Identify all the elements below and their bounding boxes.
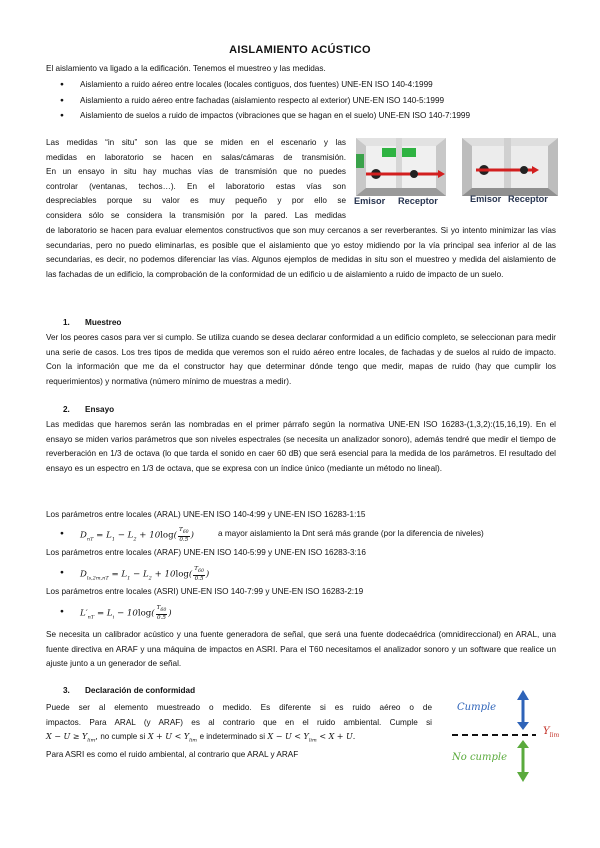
bullet: ●	[60, 608, 64, 615]
section-title: Declaración de conformidad	[85, 686, 196, 695]
paragraph-line: Puede ser al elemento muestreado o medido. Es diferente si es ruido aéreo o de	[46, 703, 432, 712]
d-ls-2m-formula: $D_{ls,2m,nT} = L_1 - L_2 + 10\log$( $\frac{T_{60}}{0.5}$ )	[80, 566, 210, 583]
ensayo-paragraph: Las medidas que haremos serán las nombradas en el primer párrafo según la normativa UNE-EN ISO 16283-(1,3,2):(15,16,19). En el ensayo se miden varios parámetros que son niveles espectrales (se necesita un analizador sonoro), además tendré que medir el tiempo de reverberación en 1/3 de octava (lo que tarda el sonido en caer 60 dB) que será esencial para la medida de los parámetros. El resultado del ensayo es un espectro en 1/3 de octava, que se expresa con un índice único (mediante un método no lineal).	[46, 420, 556, 473]
muestreo-paragraph: Ver los peores casos para ver si cumplo. Se utiliza cuando se desea declarar conformidad a un edificio completo, se seleccionan para medir una serie de casos. Los tres tipos de medida que veremos son el ruido aéreo entre locales, de fachadas y de suelos al ruido de impacto. Con la información que me da el constructor hay que determinar dónde tengo que medir, mapas de ruido (hay que cumplir los requerimientos) y normativa (número mínimo de muestras a medir).	[46, 333, 556, 386]
section-title: Ensayo	[85, 405, 115, 414]
asri-parameters-label: Los parámetros entre locales (ASRI) UNE-EN ISO 140-7:99 y UNE-EN ISO 16283-2:19	[46, 587, 364, 596]
cumple-label: Cumple	[457, 702, 497, 713]
paragraph-line: considera sólo se considera la transmisión por la pared. Las medidas	[46, 210, 346, 220]
section-number: 1.	[63, 318, 70, 327]
equipment-paragraph: Se necesita un calibrador acústico y una fuente generadora de señal, que será una fuente dodecaédrica (omnidireccional) en ARAL, una fuente directiva en ARAF y una máquina de impactos en ASRI. Para el T60 necesitamos el analizador sonoro y un software que realice un ajuste junto a un generador de señal.	[46, 630, 556, 669]
no-cumple-label: No cumple	[452, 752, 507, 763]
list-item: ● Aislamiento a ruido aéreo entre locales (locales contiguos, dos fuentes) UNE-EN ISO 140-4:1999	[46, 77, 556, 93]
bullet: ●	[60, 530, 64, 537]
section-heading-muestreo	[63, 318, 121, 327]
paragraph-line: impactos. Para ARAL (y ARAF) es al contrario que en el ruido ambiental. Cumple si	[46, 717, 432, 727]
receptor-label: Receptor	[508, 194, 548, 204]
declaracion-paragraph	[46, 701, 432, 763]
paragraph-line: Las medidas “in situ” son las que se miden en el escenario y las	[46, 138, 346, 147]
in-situ-room-illustration	[356, 138, 446, 196]
section-title: Muestreo	[85, 318, 122, 327]
emisor-label: Emisor	[354, 196, 386, 206]
section-number: 2.	[63, 405, 70, 414]
y-lim-subscript: lim	[549, 732, 560, 739]
conformity-condition: $X - U \ge Y_{lim}$, no cumple si $X + U < Y_{lim}$ e indeterminado si $X - U < Y_{lim} < X + U$.	[46, 732, 356, 744]
in-situ-paragraph-continued: de laboratorio se hacen para evaluar elementos constructivos que son muy cercanos a ser reverberantes. Si yo intento minimizar las vías secundarias, pero no puedo eliminarlas, es posible que el aislamiento que yo estoy midiendo por la vía principal sea inferior al de las secundarias, es decir, no podemos diferenciar las vías. Algunos ejemplos de medidas in situ son el muestreo y medida del aislamiento de las fachadas de un edificio, la comprobación de la conformidad de un edificio u de aislamiento a ruido de impacto de un suelo.	[46, 226, 556, 279]
cumple-arrow-icon	[517, 690, 529, 730]
intro-text: El aislamiento va ligado a la edificación. Tenemos el muestreo y las medidas.	[46, 64, 326, 73]
araf-parameters-label: Los parámetros entre locales (ARAF) UNE-EN ISO 140-5:99 y UNE-EN ISO 16283-3:16	[46, 548, 366, 557]
paragraph-line: Para ASRI es como el ruido ambiental, al contrario que ARAL y ARAF	[46, 750, 299, 760]
l-prime-nt-formula: $L'_{nT} = L_i - 10\log$( $\frac{T_{60}}{0.5}$ )	[80, 605, 172, 622]
section-heading-declaracion	[63, 686, 195, 695]
in-situ-paragraph	[46, 136, 346, 224]
list-item: ● Aislamiento a ruido aéreo entre fachadas (aislamiento respecto al exterior) UNE-EN ISO 140-5:1999	[46, 93, 556, 109]
paragraph-line: medidas en laboratorio se hacen en salas/cámaras de transmisión.	[46, 152, 346, 162]
standards-list	[46, 77, 556, 124]
page-title: AISLAMIENTO ACÚSTICO	[229, 44, 371, 56]
bullet: ●	[60, 569, 64, 576]
paragraph-line: despreciables porque su valor es muy pequeño y por ello se	[46, 196, 346, 206]
transmission-room-figure	[352, 134, 562, 212]
section-number: 3.	[63, 686, 70, 695]
emisor-label: Emisor	[470, 194, 502, 204]
aral-note: a mayor aislamiento la Dnt será más grande (por la diferencia de niveles)	[218, 529, 484, 538]
dnt-formula: $D_{nT} = L_1 - L_2 + 10\log$( $\frac{T_{60}}{0.5}$ )	[80, 527, 195, 544]
receptor-label: Receptor	[398, 196, 438, 206]
paragraph-line: En un ensayo in situ hay muchas vías de transmisión que no puedes	[46, 167, 346, 177]
list-item: ● Aislamiento de suelos a ruido de impactos (vibraciones que se hagan en el suelo) UNE-EN ISO 140-7:1999	[46, 108, 556, 124]
paragraph-line: controlar (ventanas, techos…). En el laboratorio estas vías son	[46, 181, 346, 191]
y-lim-label	[543, 726, 559, 739]
laboratory-room-illustration	[462, 138, 558, 196]
section-heading-ensayo	[63, 405, 114, 414]
conformity-diagram	[444, 688, 574, 784]
y-lim-symbol: Y	[543, 726, 550, 737]
aral-parameters-label: Los parámetros entre locales (ARAL) UNE-EN ISO 140-4:99 y UNE-EN ISO 16283-1:15	[46, 510, 366, 519]
no-cumple-arrow-icon	[517, 740, 529, 782]
